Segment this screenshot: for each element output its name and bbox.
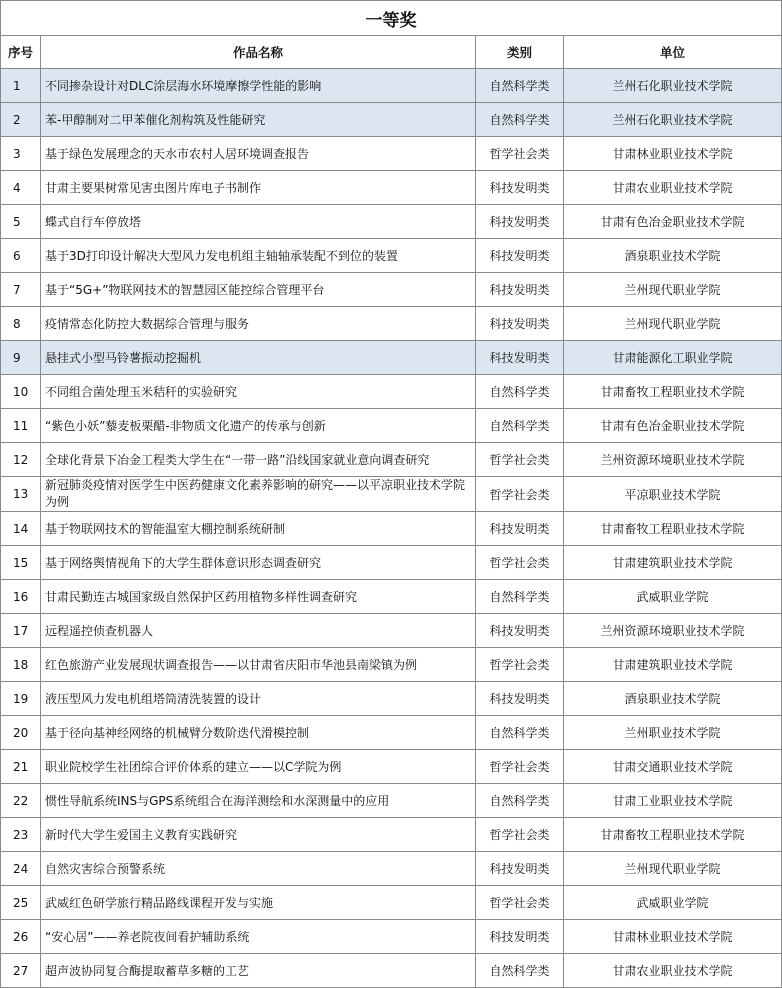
header-category: 类别 xyxy=(476,36,564,69)
cell-no: 9 xyxy=(1,341,41,375)
table-row xyxy=(1,920,782,954)
cell-name: 超声波协同复合酶提取蓄草多糖的工艺 xyxy=(41,954,476,988)
cell-category: 自然科学类 xyxy=(476,954,564,988)
cell-name: 甘肃民勤连古城国家级自然保护区药用植物多样性调查研究 xyxy=(41,580,476,614)
table-row xyxy=(1,614,782,648)
cell-unit: 甘肃畜牧工程职业技术学院 xyxy=(564,512,782,546)
cell-name: “紫色小妖”藜麦板栗醋-非物质文化遗产的传承与创新 xyxy=(41,409,476,443)
table-row xyxy=(1,512,782,546)
cell-no: 4 xyxy=(1,171,41,205)
cell-unit: 兰州石化职业技术学院 xyxy=(564,103,782,137)
table-row xyxy=(1,69,782,103)
cell-category: 哲学社会类 xyxy=(476,443,564,477)
cell-no: 15 xyxy=(1,546,41,580)
cell-unit: 酒泉职业技术学院 xyxy=(564,239,782,273)
cell-name: 悬挂式小型马铃薯振动挖掘机 xyxy=(41,341,476,375)
cell-unit: 兰州资源环境职业技术学院 xyxy=(564,443,782,477)
cell-name: 苯-甲醇制对二甲苯催化剂构筑及性能研究 xyxy=(41,103,476,137)
cell-no: 14 xyxy=(1,512,41,546)
cell-category: 科技发明类 xyxy=(476,852,564,886)
cell-no: 11 xyxy=(1,409,41,443)
table-row xyxy=(1,818,782,852)
cell-name: 液压型风力发电机组塔筒清洗装置的设计 xyxy=(41,682,476,716)
cell-unit: 甘肃畜牧工程职业技术学院 xyxy=(564,375,782,409)
cell-name: 新冠肺炎疫情对医学生中医药健康文化素养影响的研究——以平凉职业技术学院为例 xyxy=(41,477,476,512)
cell-unit: 酒泉职业技术学院 xyxy=(564,682,782,716)
cell-category: 哲学社会类 xyxy=(476,546,564,580)
cell-no: 26 xyxy=(1,920,41,954)
cell-unit: 甘肃农业职业技术学院 xyxy=(564,954,782,988)
table-row xyxy=(1,443,782,477)
cell-category: 科技发明类 xyxy=(476,614,564,648)
header-row xyxy=(1,36,782,69)
table-row xyxy=(1,784,782,818)
table-row xyxy=(1,954,782,988)
cell-name: 自然灾害综合预警系统 xyxy=(41,852,476,886)
cell-no: 19 xyxy=(1,682,41,716)
table-row xyxy=(1,137,782,171)
cell-unit: 甘肃林业职业技术学院 xyxy=(564,137,782,171)
table-row xyxy=(1,103,782,137)
table-row xyxy=(1,409,782,443)
table-row xyxy=(1,375,782,409)
cell-category: 科技发明类 xyxy=(476,341,564,375)
cell-no: 27 xyxy=(1,954,41,988)
cell-category: 哲学社会类 xyxy=(476,477,564,512)
cell-no: 3 xyxy=(1,137,41,171)
cell-no: 8 xyxy=(1,307,41,341)
cell-name: 基于网络舆情视角下的大学生群体意识形态调查研究 xyxy=(41,546,476,580)
cell-no: 25 xyxy=(1,886,41,920)
cell-unit: 平凉职业技术学院 xyxy=(564,477,782,512)
cell-category: 自然科学类 xyxy=(476,784,564,818)
cell-no: 16 xyxy=(1,580,41,614)
cell-category: 自然科学类 xyxy=(476,375,564,409)
cell-category: 科技发明类 xyxy=(476,205,564,239)
cell-category: 自然科学类 xyxy=(476,580,564,614)
cell-name: 职业院校学生社团综合评价体系的建立——以C学院为例 xyxy=(41,750,476,784)
cell-category: 科技发明类 xyxy=(476,273,564,307)
table-row xyxy=(1,546,782,580)
cell-unit: 甘肃交通职业技术学院 xyxy=(564,750,782,784)
cell-no: 7 xyxy=(1,273,41,307)
cell-category: 哲学社会类 xyxy=(476,750,564,784)
cell-unit: 武威职业学院 xyxy=(564,580,782,614)
cell-category: 自然科学类 xyxy=(476,409,564,443)
cell-category: 科技发明类 xyxy=(476,920,564,954)
cell-name: 不同掺杂设计对DLC涂层海水环境摩擦学性能的影响 xyxy=(41,69,476,103)
cell-unit: 甘肃能源化工职业学院 xyxy=(564,341,782,375)
table-row xyxy=(1,580,782,614)
table-row xyxy=(1,886,782,920)
cell-unit: 兰州资源环境职业技术学院 xyxy=(564,614,782,648)
cell-unit: 兰州现代职业学院 xyxy=(564,852,782,886)
table-row xyxy=(1,341,782,375)
table-body xyxy=(1,69,782,988)
cell-name: 基于绿色发展理念的天水市农村人居环境调查报告 xyxy=(41,137,476,171)
cell-unit: 甘肃建筑职业技术学院 xyxy=(564,648,782,682)
header-unit: 单位 xyxy=(564,36,782,69)
cell-unit: 甘肃工业职业技术学院 xyxy=(564,784,782,818)
table-row xyxy=(1,307,782,341)
table-row xyxy=(1,205,782,239)
cell-unit: 兰州现代职业学院 xyxy=(564,307,782,341)
cell-category: 科技发明类 xyxy=(476,171,564,205)
cell-name: 基于物联网技术的智能温室大棚控制系统研制 xyxy=(41,512,476,546)
cell-name: 惯性导航系统INS与GPS系统组合在海洋测绘和水深测量中的应用 xyxy=(41,784,476,818)
cell-name: 全球化背景下冶金工程类大学生在“一带一路”沿线国家就业意向调查研究 xyxy=(41,443,476,477)
cell-category: 科技发明类 xyxy=(476,682,564,716)
cell-name: 红色旅游产业发展现状调查报告——以甘肃省庆阳市华池县南梁镇为例 xyxy=(41,648,476,682)
cell-unit: 兰州职业技术学院 xyxy=(564,716,782,750)
cell-unit: 武威职业学院 xyxy=(564,886,782,920)
cell-category: 哲学社会类 xyxy=(476,648,564,682)
cell-unit: 甘肃林业职业技术学院 xyxy=(564,920,782,954)
cell-name: 新时代大学生爱国主义教育实践研究 xyxy=(41,818,476,852)
table-row xyxy=(1,239,782,273)
cell-no: 1 xyxy=(1,69,41,103)
cell-no: 18 xyxy=(1,648,41,682)
cell-unit: 甘肃有色冶金职业技术学院 xyxy=(564,205,782,239)
table-row xyxy=(1,171,782,205)
cell-no: 21 xyxy=(1,750,41,784)
cell-category: 哲学社会类 xyxy=(476,886,564,920)
cell-category: 科技发明类 xyxy=(476,239,564,273)
header-name: 作品名称 xyxy=(41,36,476,69)
cell-no: 10 xyxy=(1,375,41,409)
table-row xyxy=(1,750,782,784)
cell-unit: 兰州石化职业技术学院 xyxy=(564,69,782,103)
table-row xyxy=(1,682,782,716)
cell-unit: 兰州现代职业学院 xyxy=(564,273,782,307)
cell-name: 远程遥控侦查机器人 xyxy=(41,614,476,648)
cell-name: 蝶式自行车停放塔 xyxy=(41,205,476,239)
table-row xyxy=(1,477,782,512)
cell-no: 20 xyxy=(1,716,41,750)
table-row xyxy=(1,648,782,682)
table-title: 一等奖 xyxy=(1,1,782,36)
cell-name: 基于“5G+”物联网技术的智慧园区能控综合管理平台 xyxy=(41,273,476,307)
cell-no: 17 xyxy=(1,614,41,648)
header-no: 序号 xyxy=(1,36,41,69)
cell-no: 22 xyxy=(1,784,41,818)
cell-name: 不同组合菌处理玉米秸秆的实验研究 xyxy=(41,375,476,409)
cell-name: “安心居”——养老院夜间看护辅助系统 xyxy=(41,920,476,954)
cell-category: 自然科学类 xyxy=(476,69,564,103)
cell-no: 5 xyxy=(1,205,41,239)
cell-no: 12 xyxy=(1,443,41,477)
table-row xyxy=(1,852,782,886)
cell-no: 13 xyxy=(1,477,41,512)
cell-category: 科技发明类 xyxy=(476,307,564,341)
cell-no: 6 xyxy=(1,239,41,273)
cell-category: 自然科学类 xyxy=(476,103,564,137)
cell-unit: 甘肃农业职业技术学院 xyxy=(564,171,782,205)
cell-name: 甘肃主要果树常见害虫图片库电子书制作 xyxy=(41,171,476,205)
cell-name: 武威红色研学旅行精品路线课程开发与实施 xyxy=(41,886,476,920)
cell-no: 2 xyxy=(1,103,41,137)
cell-name: 基于3D打印设计解决大型风力发电机组主轴轴承装配不到位的装置 xyxy=(41,239,476,273)
cell-category: 自然科学类 xyxy=(476,716,564,750)
cell-unit: 甘肃有色冶金职业技术学院 xyxy=(564,409,782,443)
table-row xyxy=(1,716,782,750)
cell-name: 基于径向基神经网络的机械臂分数阶迭代滑模控制 xyxy=(41,716,476,750)
cell-category: 哲学社会类 xyxy=(476,137,564,171)
cell-name: 疫情常态化防控大数据综合管理与服务 xyxy=(41,307,476,341)
cell-unit: 甘肃畜牧工程职业技术学院 xyxy=(564,818,782,852)
cell-no: 23 xyxy=(1,818,41,852)
cell-no: 24 xyxy=(1,852,41,886)
cell-category: 科技发明类 xyxy=(476,512,564,546)
cell-unit: 甘肃建筑职业技术学院 xyxy=(564,546,782,580)
cell-category: 哲学社会类 xyxy=(476,818,564,852)
table-row xyxy=(1,273,782,307)
